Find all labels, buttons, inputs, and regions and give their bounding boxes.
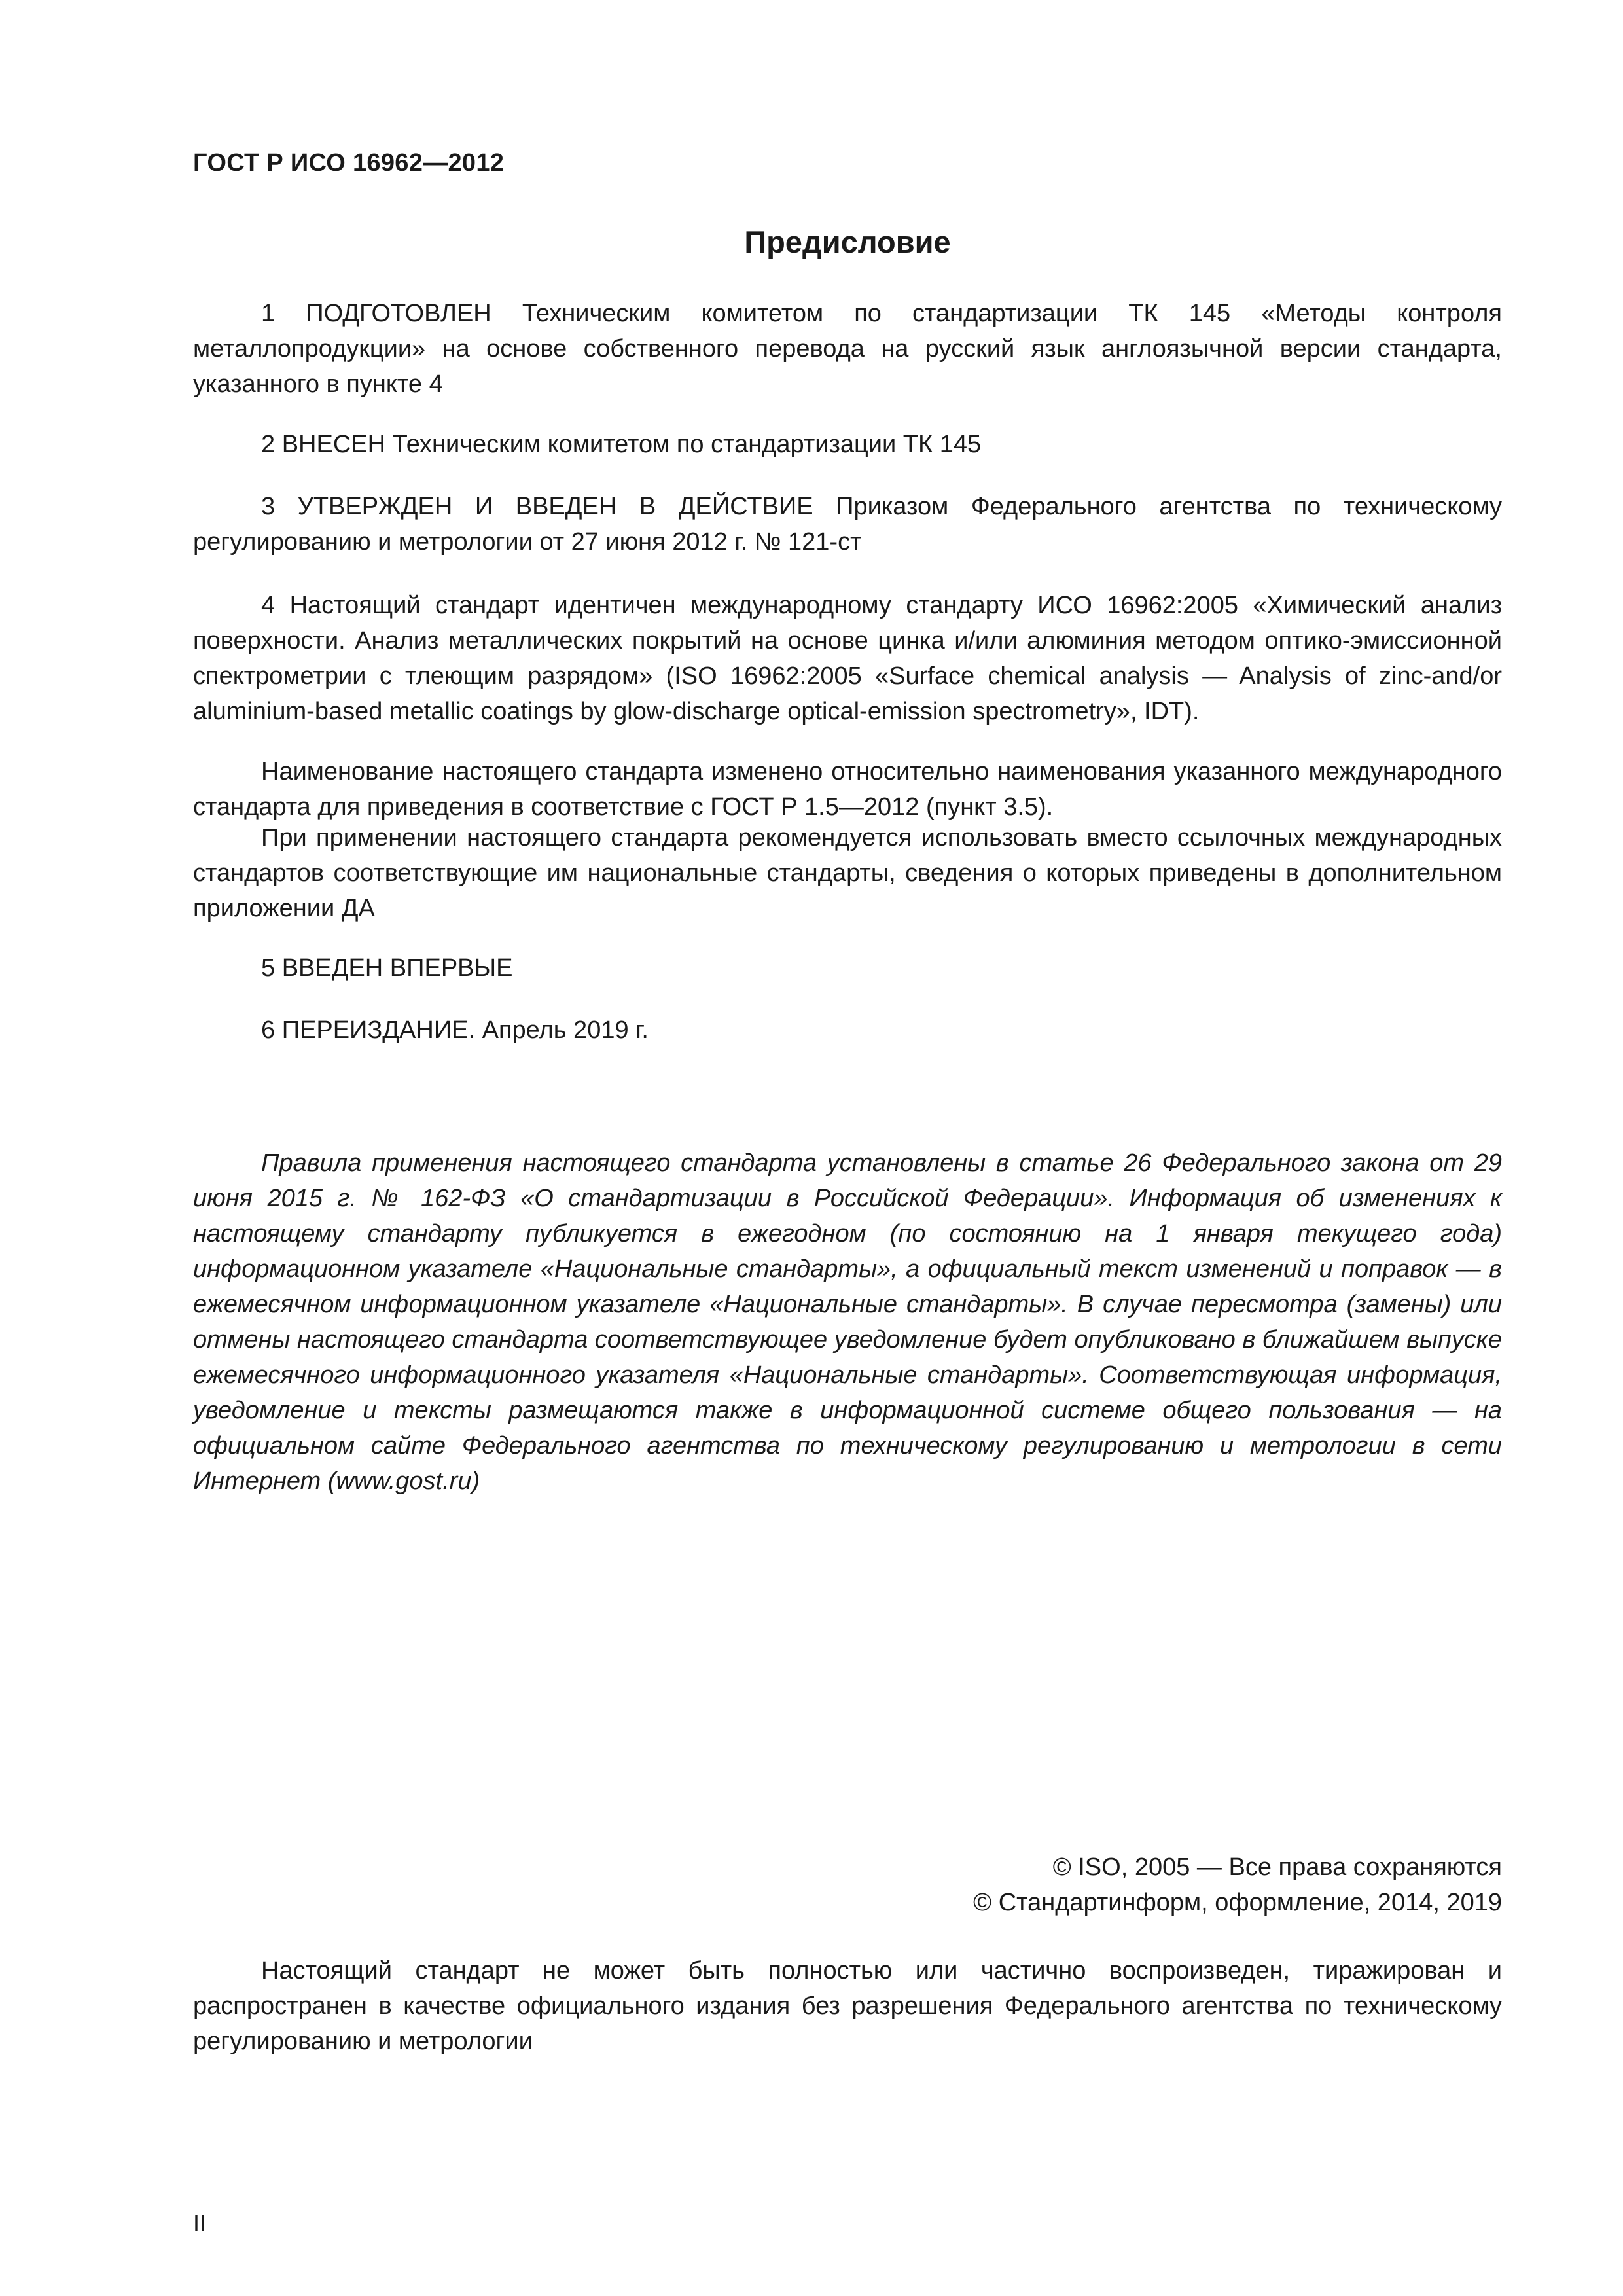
reproduction-notice: Настоящий стандарт не может быть полностью или частично воспроизведен, тиражирован и распространен в качестве официального издания без разрешения Федерального агентства по техническому регулированию и метрологии — [193, 1957, 1502, 2055]
foreword-item-4-note-references: При применении настоящего стандарта рекомендуется использовать вместо ссылочных международных стандартов соответствующие им национальные стандарты, сведения о которых приведены в дополнительном приложении ДА — [193, 824, 1502, 922]
document-page — [193, 0, 1502, 2296]
foreword-item-5: 5 ВВЕДЕН ВПЕРВЫЕ — [261, 954, 513, 982]
page-number: II — [193, 2210, 207, 2236]
foreword-item-1: 1 ПОДГОТОВЛЕН Техническим комитетом по стандартизации ТК 145 «Методы контроля металлопродукции» на основе собственного перевода на русский язык англоязычной версии стандарта, указанного в пункте 4 — [193, 300, 1502, 398]
foreword-item-2: 2 ВНЕСЕН Техническим комитетом по стандартизации ТК 145 — [261, 431, 982, 458]
foreword-item-6: 6 ПЕРЕИЗДАНИЕ. Апрель 2019 г. — [261, 1016, 649, 1044]
foreword-item-3: 3 УТВЕРЖДЕН И ВВЕДЕН В ДЕЙСТВИЕ Приказом Федерального агентства по техническому регулированию и метрологии от 27 июня 2012 г. № 121-ст — [193, 493, 1502, 556]
page-title: Предисловие — [744, 224, 951, 259]
document-header: ГОСТ Р ИСО 16962—2012 — [193, 149, 505, 177]
application-rules-text: Правила применения настоящего стандарта установлены в статье 26 Федерального закона от 29 июня 2015 г. № 162-ФЗ «О стандартизации в Российской Федерации». Информация об изменениях к настоящему стандарту публикуется в ежегодном (по состоянию на 1 января текущего года) информационном указателе «Национальные стандарты», а официальный текст изменений и поправок — в ежемесячном информационном указателе «Национальные стандарты». В случае пересмотра (замены) или отмены настоящего стандарта соответствующее уведомление будет опубликовано в ближайшем выпуске ежемесячного информационного указателя «Национальные стандарты». Соответствующая информация, уведомление и тексты размещаются также в информационной системе общего пользования — на официальном сайте Федерального агентства по техническому регулированию и метрологии в сети Интернет (www.gost.ru) — [193, 1149, 1502, 1495]
copyright-iso: © ISO, 2005 — Все права сохраняются — [1052, 1854, 1502, 1881]
copyright-standartinform: © Стандартинформ, оформление, 2014, 2019 — [973, 1889, 1502, 1916]
foreword-item-4-note-name: Наименование настоящего стандарта изменено относительно наименования указанного международного стандарта для приведения в соответствие с ГОСТ Р 1.5—2012 (пункт 3.5). — [193, 758, 1502, 821]
foreword-item-4: 4 Настоящий стандарт идентичен международному стандарту ИСО 16962:2005 «Химический анализ поверхности. Анализ металлических покрытий на основе цинка и/или алюминия методом оптико-эмиссионной спектрометрии с тлеющим разрядом» (ISO 16962:2005 «Surface chemical analysis — Analysis of zinc-and/or aluminium-based metallic coatings by glow-discharge optical-emission spectrometry», IDT). — [193, 592, 1502, 725]
